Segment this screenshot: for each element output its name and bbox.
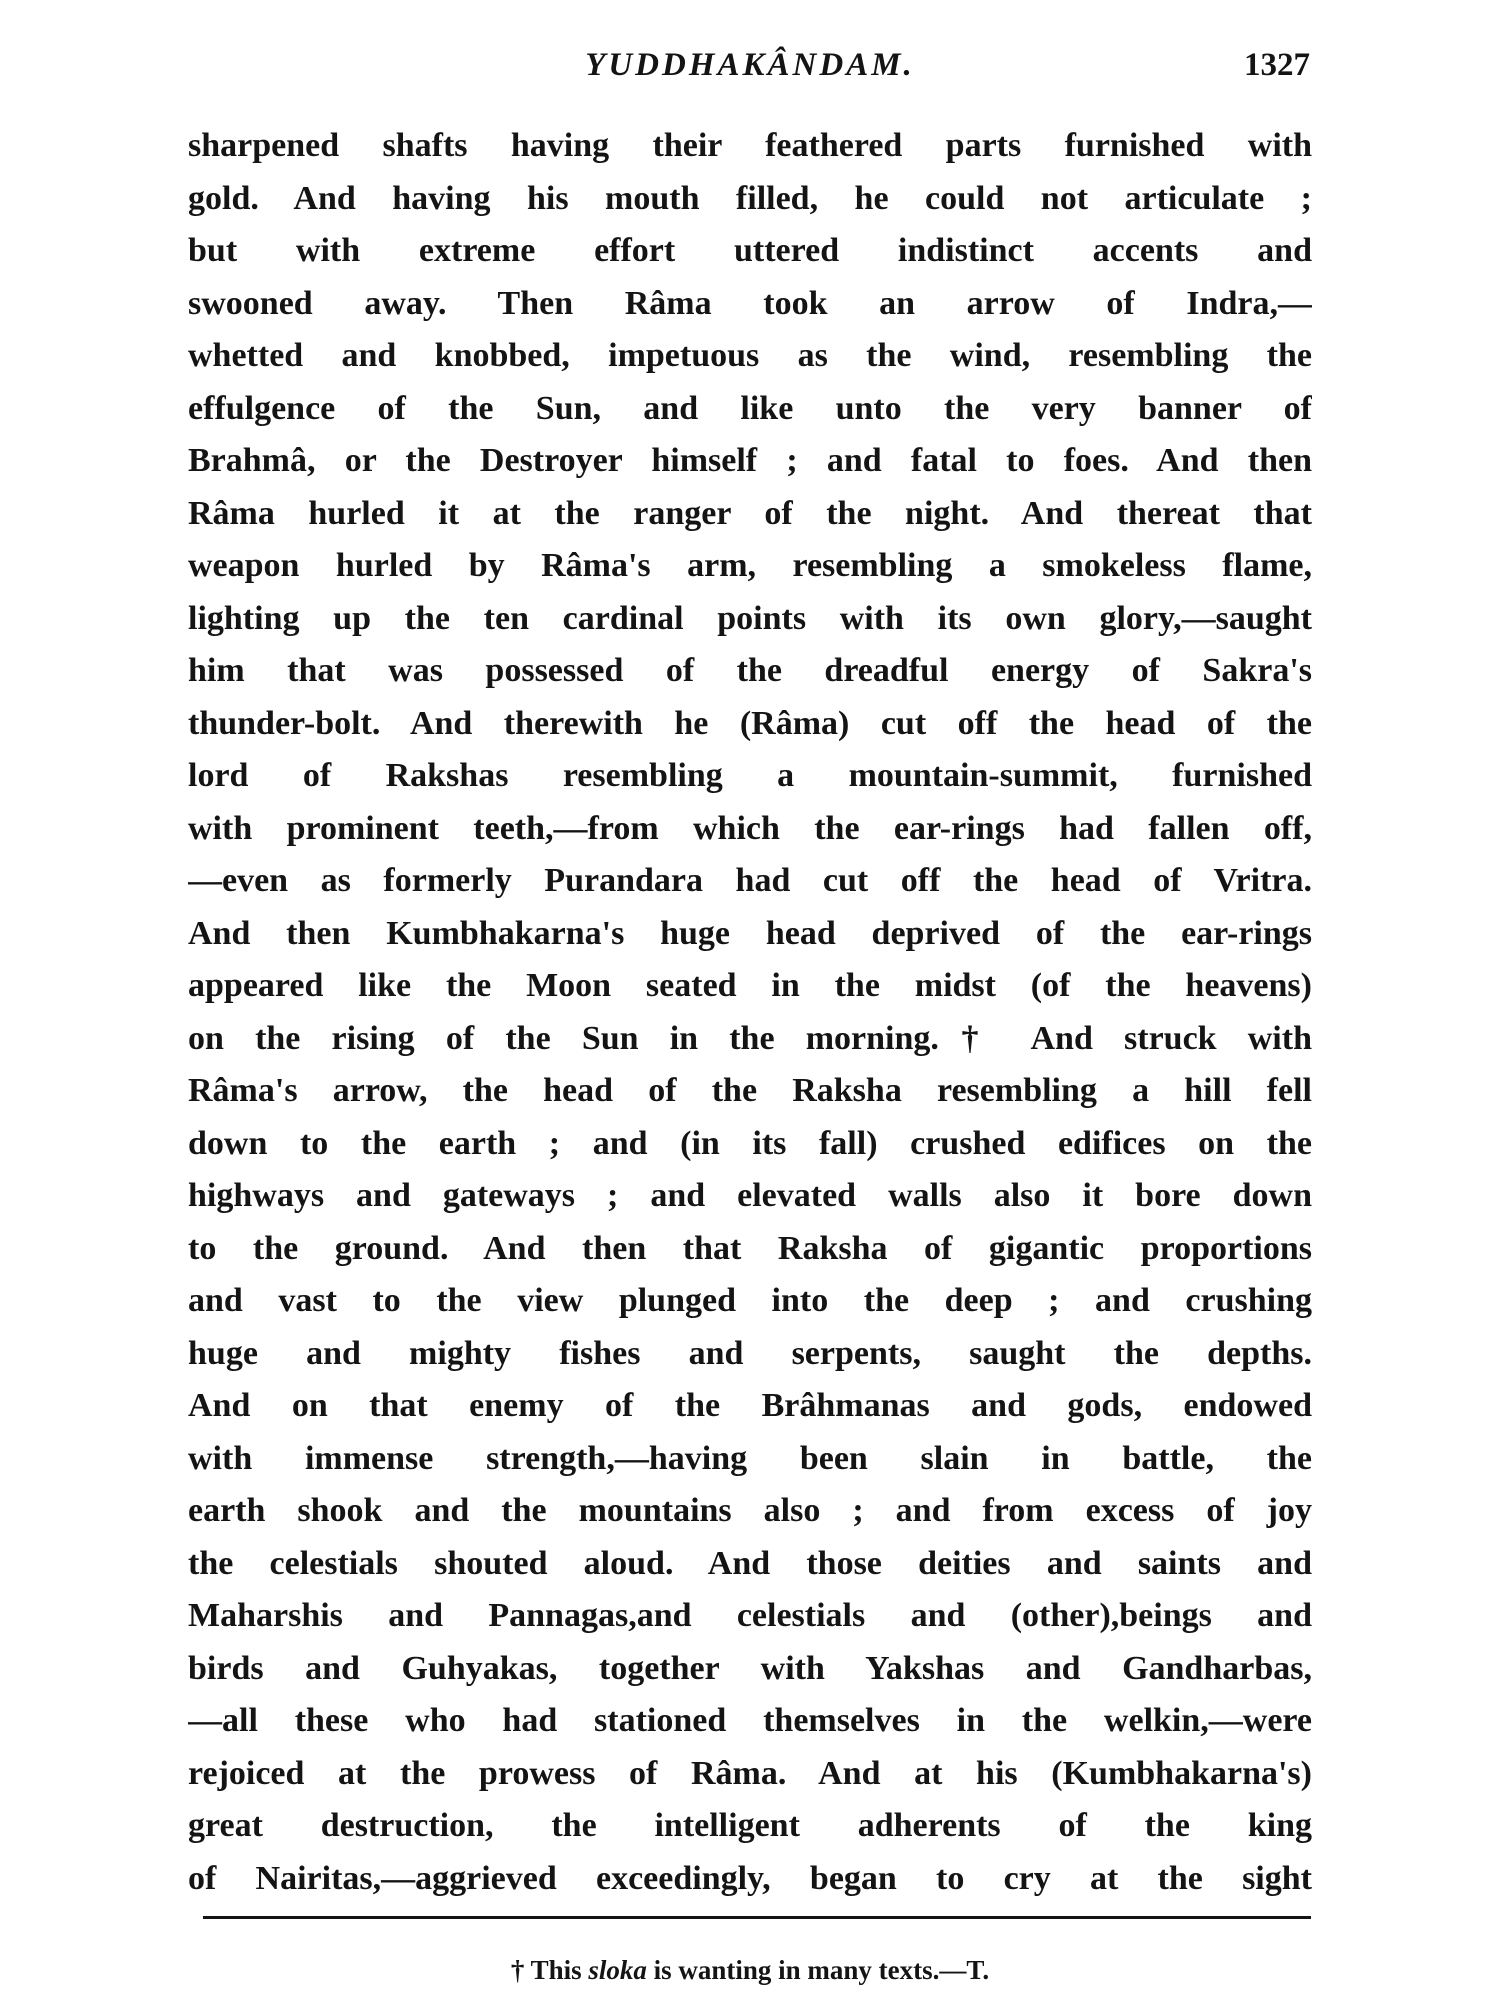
text-line-22: to the ground. And then that Raksha of gigantic proportions	[188, 1229, 1312, 1267]
text-line-24: huge and mighty fishes and serpents, saught the depths.	[188, 1334, 1312, 1372]
text-line-34: of Nairitas,—aggrieved exceedingly, began to cry at the sight	[188, 1859, 1312, 1897]
text-line-26: with immense strength,—having been slain in battle, the	[188, 1439, 1312, 1477]
text-line-2: gold. And having his mouth filled, he could not articulate ;	[188, 179, 1312, 217]
footnote-text-before: † This	[510, 1955, 589, 1985]
text-line-14: with prominent teeth,—from which the ear-rings had fallen off,	[188, 809, 1312, 847]
text-line-16: And then Kumbhakarna's huge head deprived of the ear-rings	[188, 914, 1312, 952]
text-line-18: on the rising of the Sun in the morning.† And struck with	[188, 1019, 1312, 1057]
text-line-13: lord of Rakshas resembling a mountain-summit, furnished	[188, 757, 1312, 794]
text-line-23: and vast to the view plunged into the deep ; and crushing	[188, 1282, 1312, 1319]
text-line-11: him that was possessed of the dreadful energy of Sakra's	[188, 652, 1312, 689]
text-line-15: —even as formerly Purandara had cut off the head of Vritra.	[188, 862, 1312, 899]
text-line-5: whetted and knobbed, impetuous as the wind, resembling the	[188, 337, 1312, 374]
text-line-31: —all these who had stationed themselves in the welkin,—were	[188, 1702, 1312, 1739]
text-line-1: sharpened shafts having their feathered parts furnished with	[188, 127, 1312, 164]
text-line-25: And on that enemy of the Brâhmanas and gods, endowed	[188, 1387, 1312, 1424]
text-line-30: birds and Guhyakas, together with Yakshas and Gandharbas,	[188, 1649, 1312, 1687]
text-line-17: appeared like the Moon seated in the midst (of the heavens)	[188, 967, 1312, 1004]
footnote-italic-word: sloka	[588, 1955, 647, 1985]
footnote	[0, 1952, 1500, 1988]
text-line-19: Râma's arrow, the head of the Raksha resembling a hill fell	[188, 1072, 1312, 1109]
text-line-4: swooned away. Then Râma took an arrow of Indra,—	[188, 284, 1312, 322]
body-text	[188, 120, 1312, 1905]
text-line-6: effulgence of the Sun, and like unto the very banner of	[188, 389, 1312, 427]
text-line-28: the celestials shouted aloud. And those deities and saints and	[188, 1544, 1312, 1582]
text-line-8: Râma hurled it at the ranger of the night. And thereat that	[188, 494, 1312, 532]
footnote-divider	[203, 1916, 1311, 1919]
text-line-20: down to the earth ; and (in its fall) crushed edifices on the	[188, 1124, 1312, 1162]
text-line-21: highways and gateways ; and elevated walls also it bore down	[188, 1177, 1312, 1214]
footnote-text-after: is wanting in many texts.—T.	[646, 1955, 990, 1985]
text-line-9: weapon hurled by Râma's arm, resembling a smokeless flame,	[188, 547, 1312, 584]
text-line-12: thunder-bolt. And therewith he (Râma) cut off the head of the	[188, 704, 1312, 742]
text-line-32: rejoiced at the prowess of Râma. And at his (Kumbhakarna's)	[188, 1754, 1312, 1792]
text-line-10: lighting up the ten cardinal points with its own glory,—saught	[188, 599, 1312, 637]
text-line-7: Brahmâ, or the Destroyer himself ; and fatal to foes. And then	[188, 442, 1312, 479]
running-title: YUDDHAKÂNDAM.	[585, 47, 915, 83]
text-line-27: earth shook and the mountains also ; and from excess of joy	[188, 1492, 1312, 1529]
page-number: 1327	[1244, 47, 1310, 83]
running-head	[190, 40, 1310, 90]
text-line-3: but with extreme effort uttered indistinct accents and	[188, 232, 1312, 269]
text-line-33: great destruction, the intelligent adherents of the king	[188, 1807, 1312, 1844]
text-line-29: Maharshis and Pannagas,and celestials and (other),beings and	[188, 1597, 1312, 1634]
